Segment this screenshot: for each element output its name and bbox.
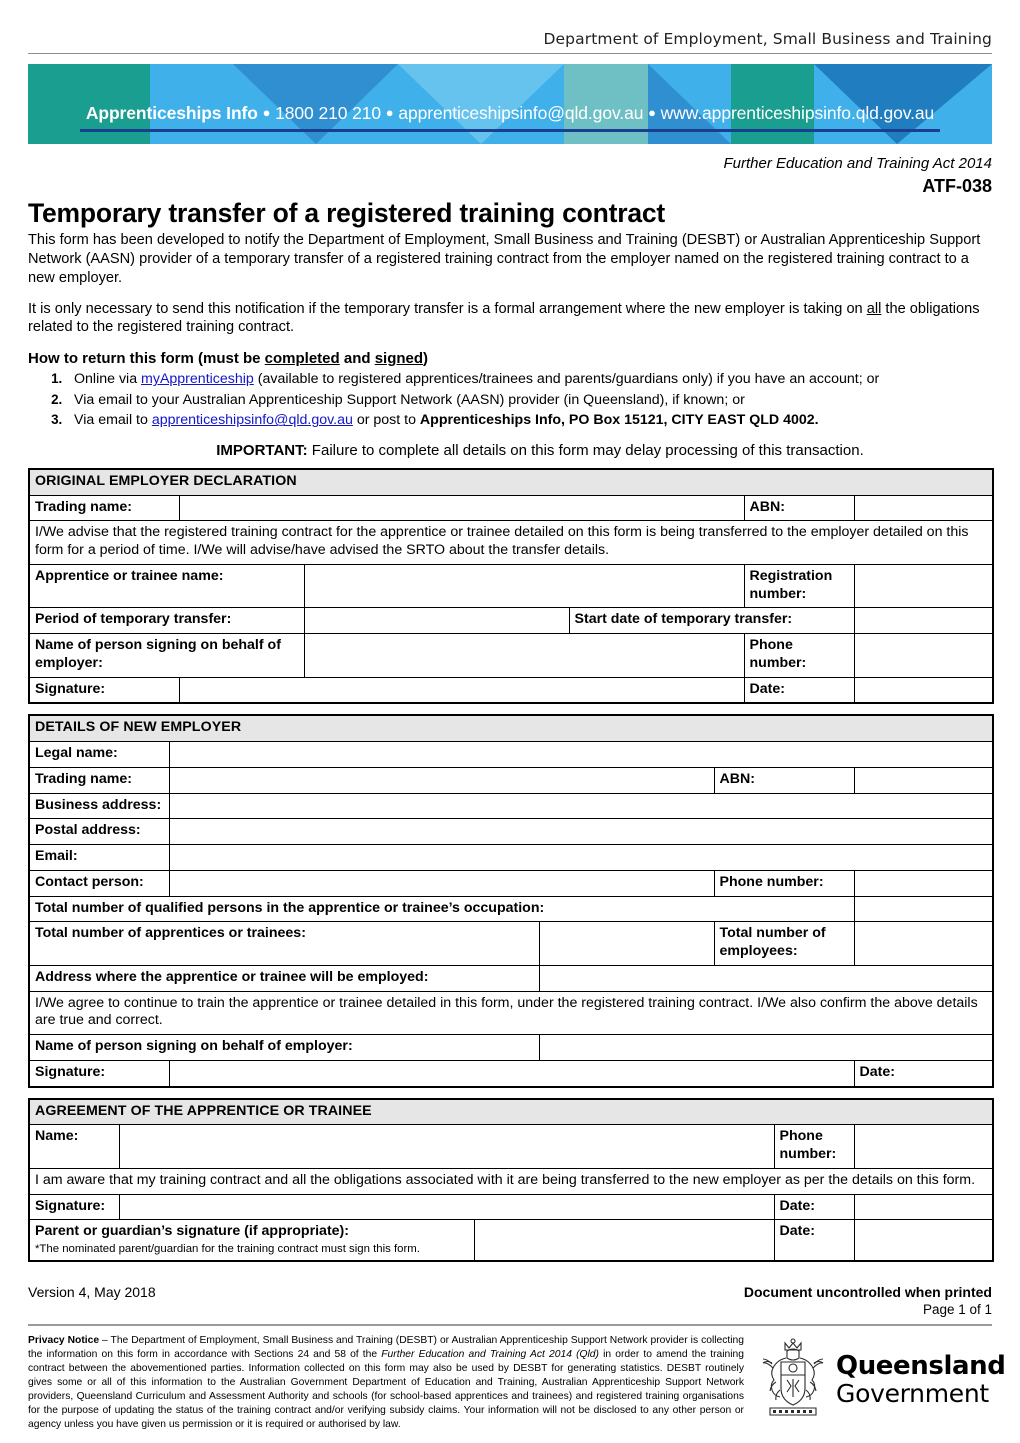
list-item (66, 410, 992, 431)
field-postal-address[interactable] (169, 819, 993, 845)
table-row (29, 677, 993, 703)
field-email[interactable] (169, 845, 993, 871)
field-legal-name[interactable] (169, 742, 993, 768)
version-text: Version 4, May 2018 (28, 1284, 156, 1301)
field-date[interactable] (854, 677, 993, 703)
field-phone-number[interactable] (854, 634, 993, 678)
table-row (29, 819, 993, 845)
privacy-part-1: – The Department of Employment, Small Business and Training (DESBT) or Australian Apprenticeship Support Network provider is collecting the information on this form in accordance with Sections 24 and 58 of the (28, 1335, 744, 1361)
new-employer-agreement-text: I/We agree to continue to train the apprentice or trainee detailed in this form, under the registered training contract. I/We also confirm the above details are true and correct. (29, 991, 993, 1035)
field-signature[interactable] (179, 677, 744, 703)
field-business-address[interactable] (169, 793, 993, 819)
bullet-separator-icon: ● (648, 105, 656, 120)
label-signing-person-name: Name of person signing on behalf of employer: (29, 634, 304, 678)
field-apprentice-agreement-name[interactable] (119, 1125, 774, 1169)
banner-email[interactable]: apprenticeshipsinfo@qld.gov.au (398, 103, 644, 123)
label-postal-address: Postal address: (29, 819, 169, 845)
table-row (29, 1194, 993, 1220)
item3-postal-address: Apprenticeships Info, PO Box 15121, CITY EAST QLD 4002. (419, 412, 819, 429)
table-row (29, 742, 993, 768)
important-notice (28, 442, 992, 459)
intro2-underlined-all: all (866, 300, 882, 317)
label-new-phone-number: Phone number: (714, 870, 854, 896)
header-divider (28, 53, 992, 54)
intro2-part-b: the obligations related to the registered training contract. (28, 300, 980, 336)
label-email: Email: (29, 845, 169, 871)
table-row (29, 1060, 993, 1086)
label-apprentice-agreement-name: Name: (29, 1125, 119, 1169)
label-new-signing-person-name: Name of person signing on behalf of employer: (29, 1035, 539, 1061)
table-row (29, 495, 993, 521)
bullet-separator-icon: ● (385, 105, 394, 120)
privacy-and-logo-row (28, 1334, 1006, 1432)
footer-meta-row (28, 1284, 992, 1317)
banner-website[interactable]: www.apprenticeshipsinfo.qld.gov.au (660, 103, 935, 123)
table-row (29, 1168, 993, 1194)
field-new-signing-person-name[interactable] (539, 1035, 993, 1061)
parent-signature-note: *The nominated parent/guardian for the training contract must sign this form. (35, 1243, 420, 1256)
label-start-date-of-transfer: Start date of temporary transfer: (569, 608, 854, 634)
field-new-signature[interactable] (169, 1060, 854, 1086)
parent-signature-label-text: Parent or guardian’s signature (if appropriate): (35, 1223, 350, 1240)
label-date: Date: (744, 677, 854, 703)
label-apprentice-date: Date: (774, 1194, 854, 1220)
how-head-completed: completed (264, 350, 340, 368)
field-new-phone-number[interactable] (854, 870, 993, 896)
privacy-part-2: in order to amend the training contract between the abovementioned parties. Information collected on this form may also be used by DESBT for generating statistics. DESBT routinely gives some or all of this information to the Australian Government Department of Education and Training, Australian Apprenticeship Support Network providers, Queensland Curriculum and Assessment Authority and schools (for school-based apprentices and trainees) and registered training organisations for the purpose of updating the status of the training contract and/or verifying subsidy claims. Your information will not be disclosed to any other person or agency unless you have given us permission or it is required or authorised by law. (28, 1349, 744, 1431)
footer-right-block (744, 1284, 992, 1317)
label-apprentice-name: Apprentice or trainee name: (29, 564, 304, 608)
original-employer-declaration-text: I/We advise that the registered training contract for the apprentice or trainee detailed on this form is being transferred to the employer detailed on this form for a period of time. I/We will advise/have advised the SRTO about the transfer details. (29, 521, 993, 565)
item3-pre: Via email to (74, 412, 152, 429)
queensland-government-wordmark (836, 1350, 1006, 1408)
field-qualified-persons-count[interactable] (854, 896, 993, 922)
section-heading-new-employer: DETAILS OF NEW EMPLOYER (29, 715, 993, 741)
how-head-b: and (339, 350, 375, 368)
label-contact-person: Contact person: (29, 870, 169, 896)
label-trading-name: Trading name: (29, 495, 179, 521)
field-apprentice-signature[interactable] (119, 1194, 774, 1220)
bullet-separator-icon: ● (262, 105, 271, 120)
myapprenticeship-link[interactable]: myApprenticeship (141, 371, 254, 388)
table-row (29, 1220, 993, 1262)
label-employment-address: Address where the apprentice or trainee will be employed: (29, 965, 539, 991)
footer-divider (28, 1324, 992, 1326)
field-apprentices-count[interactable] (539, 922, 714, 966)
section-heading-apprentice-agreement: AGREEMENT OF THE APPRENTICE OR TRAINEE (29, 1099, 993, 1125)
table-row (29, 469, 993, 495)
how-to-return-list (28, 369, 992, 431)
list-item (66, 369, 992, 390)
table-row (29, 845, 993, 871)
act-reference: Further Education and Training Act 2014 (723, 155, 992, 172)
original-employer-declaration-table (28, 468, 994, 705)
field-signing-person-name[interactable] (304, 634, 744, 678)
item1-post: (available to registered apprentices/trainees and parents/guardians only) if you have an account; or (253, 371, 880, 388)
table-row (29, 608, 993, 634)
privacy-notice (28, 1334, 744, 1432)
field-apprentice-date[interactable] (854, 1194, 993, 1220)
field-apprentice-phone-number[interactable] (854, 1125, 993, 1169)
apprenticeshipsinfo-email-link[interactable]: apprenticeshipsinfo@qld.gov.au (151, 412, 353, 429)
label-business-address: Business address: (29, 793, 169, 819)
label-registration-number: Registration number: (744, 564, 854, 608)
label-qualified-persons-count: Total number of qualified persons in the apprentice or trainee’s occupation: (29, 896, 854, 922)
queensland-government-logo (760, 1334, 1006, 1420)
label-parent-guardian-date: Date: (774, 1220, 854, 1262)
label-abn: ABN: (744, 495, 854, 521)
field-period-of-transfer[interactable] (304, 608, 569, 634)
intro2-part-a: It is only necessary to send this notification if the temporary transfer is a formal arrangement where the new employer is taking on (28, 300, 867, 317)
table-row (29, 991, 993, 1035)
field-contact-person[interactable] (169, 870, 714, 896)
list-item (66, 390, 992, 411)
how-head-c: ) (423, 350, 429, 368)
table-row (29, 1125, 993, 1169)
new-employer-details-table (28, 714, 994, 1087)
label-new-signature: Signature: (29, 1060, 169, 1086)
field-abn[interactable] (854, 495, 993, 521)
intro-paragraph-2 (28, 300, 992, 338)
page-number: Page 1 of 1 (922, 1302, 992, 1318)
field-employment-address[interactable] (539, 965, 993, 991)
table-row (29, 965, 993, 991)
label-new-trading-name: Trading name: (29, 767, 169, 793)
department-header: Department of Employment, Small Business and Training (543, 30, 992, 48)
privacy-label: Privacy Notice (28, 1335, 100, 1347)
page-title: Temporary transfer of a registered training contract (28, 198, 666, 228)
intro-paragraph-1: This form has been developed to notify the Department of Employment, Small Business and Training (DESBT) or Australian Apprenticeship Support Network (AASN) provider of a temporary transfer of a registered training contract from the employer named on the registered training contract to a new employer. (28, 232, 981, 286)
uncontrolled-notice: Document uncontrolled when printed (743, 1284, 992, 1301)
apprentice-agreement-table (28, 1098, 994, 1263)
field-new-abn[interactable] (854, 767, 993, 793)
table-row (29, 870, 993, 896)
how-head-signed: signed (374, 350, 424, 368)
label-apprentice-phone-number: Phone number: (774, 1125, 854, 1169)
field-employees-count[interactable] (854, 922, 993, 966)
field-trading-name[interactable] (179, 495, 744, 521)
banner-phone: 1800 210 210 (275, 103, 382, 123)
table-row (29, 1099, 993, 1125)
section-heading-original-employer: ORIGINAL EMPLOYER DECLARATION (29, 469, 993, 495)
item2-text: Via email to your Australian Apprenticeship Support Network (AASN) provider (in Queensland), if known; or (74, 391, 745, 408)
label-apprentices-count: Total number of apprentices or trainees: (29, 922, 539, 966)
important-label: IMPORTANT: (216, 441, 308, 459)
banner-contact-line (28, 103, 992, 132)
table-row (29, 767, 993, 793)
field-registration-number[interactable] (854, 564, 993, 608)
table-row (29, 922, 993, 966)
label-phone-number: Phone number: (744, 634, 854, 678)
apprentice-awareness-text: I am aware that my training contract and all the obligations associated with it are being transferred to the new employer as per the details on this form. (29, 1168, 993, 1194)
apprenticeships-info-banner (28, 64, 992, 144)
item1-pre: Online via (74, 371, 142, 388)
label-apprentice-signature: Signature: (29, 1194, 119, 1220)
label-legal-name: Legal name: (29, 742, 169, 768)
item3-post: or post to (352, 412, 420, 429)
queensland-coat-of-arms-icon (760, 1338, 826, 1420)
form-code: ATF-038 (922, 176, 992, 196)
label-employees-count: Total number of employees: (714, 922, 854, 966)
field-apprentice-name[interactable] (304, 564, 744, 608)
field-start-date-of-transfer[interactable] (854, 608, 993, 634)
how-head-a: How to return this form (must be (28, 350, 265, 368)
table-row (29, 793, 993, 819)
label-parent-guardian-signature (29, 1220, 474, 1262)
logo-line-government: Government (836, 1378, 989, 1408)
logo-line-queensland: Queensland (836, 1350, 1006, 1381)
field-new-trading-name[interactable] (169, 767, 714, 793)
field-parent-guardian-signature[interactable] (474, 1220, 774, 1262)
table-row (29, 715, 993, 741)
table-row (29, 521, 993, 565)
table-row (29, 564, 993, 608)
label-new-abn: ABN: (714, 767, 854, 793)
label-period-of-transfer: Period of temporary transfer: (29, 608, 304, 634)
privacy-act-name: Further Education and Training Act 2014 (Qld) (381, 1349, 599, 1361)
important-text: Failure to complete all details on this form may delay processing of this transaction. (307, 441, 864, 459)
field-parent-guardian-date[interactable] (854, 1220, 993, 1262)
how-to-return-heading (28, 350, 992, 367)
label-signature: Signature: (29, 677, 179, 703)
label-new-date: Date: (854, 1060, 993, 1086)
table-row (29, 896, 993, 922)
table-row (29, 1035, 993, 1061)
table-row (29, 634, 993, 678)
banner-brand: Apprenticeships Info (85, 103, 258, 123)
